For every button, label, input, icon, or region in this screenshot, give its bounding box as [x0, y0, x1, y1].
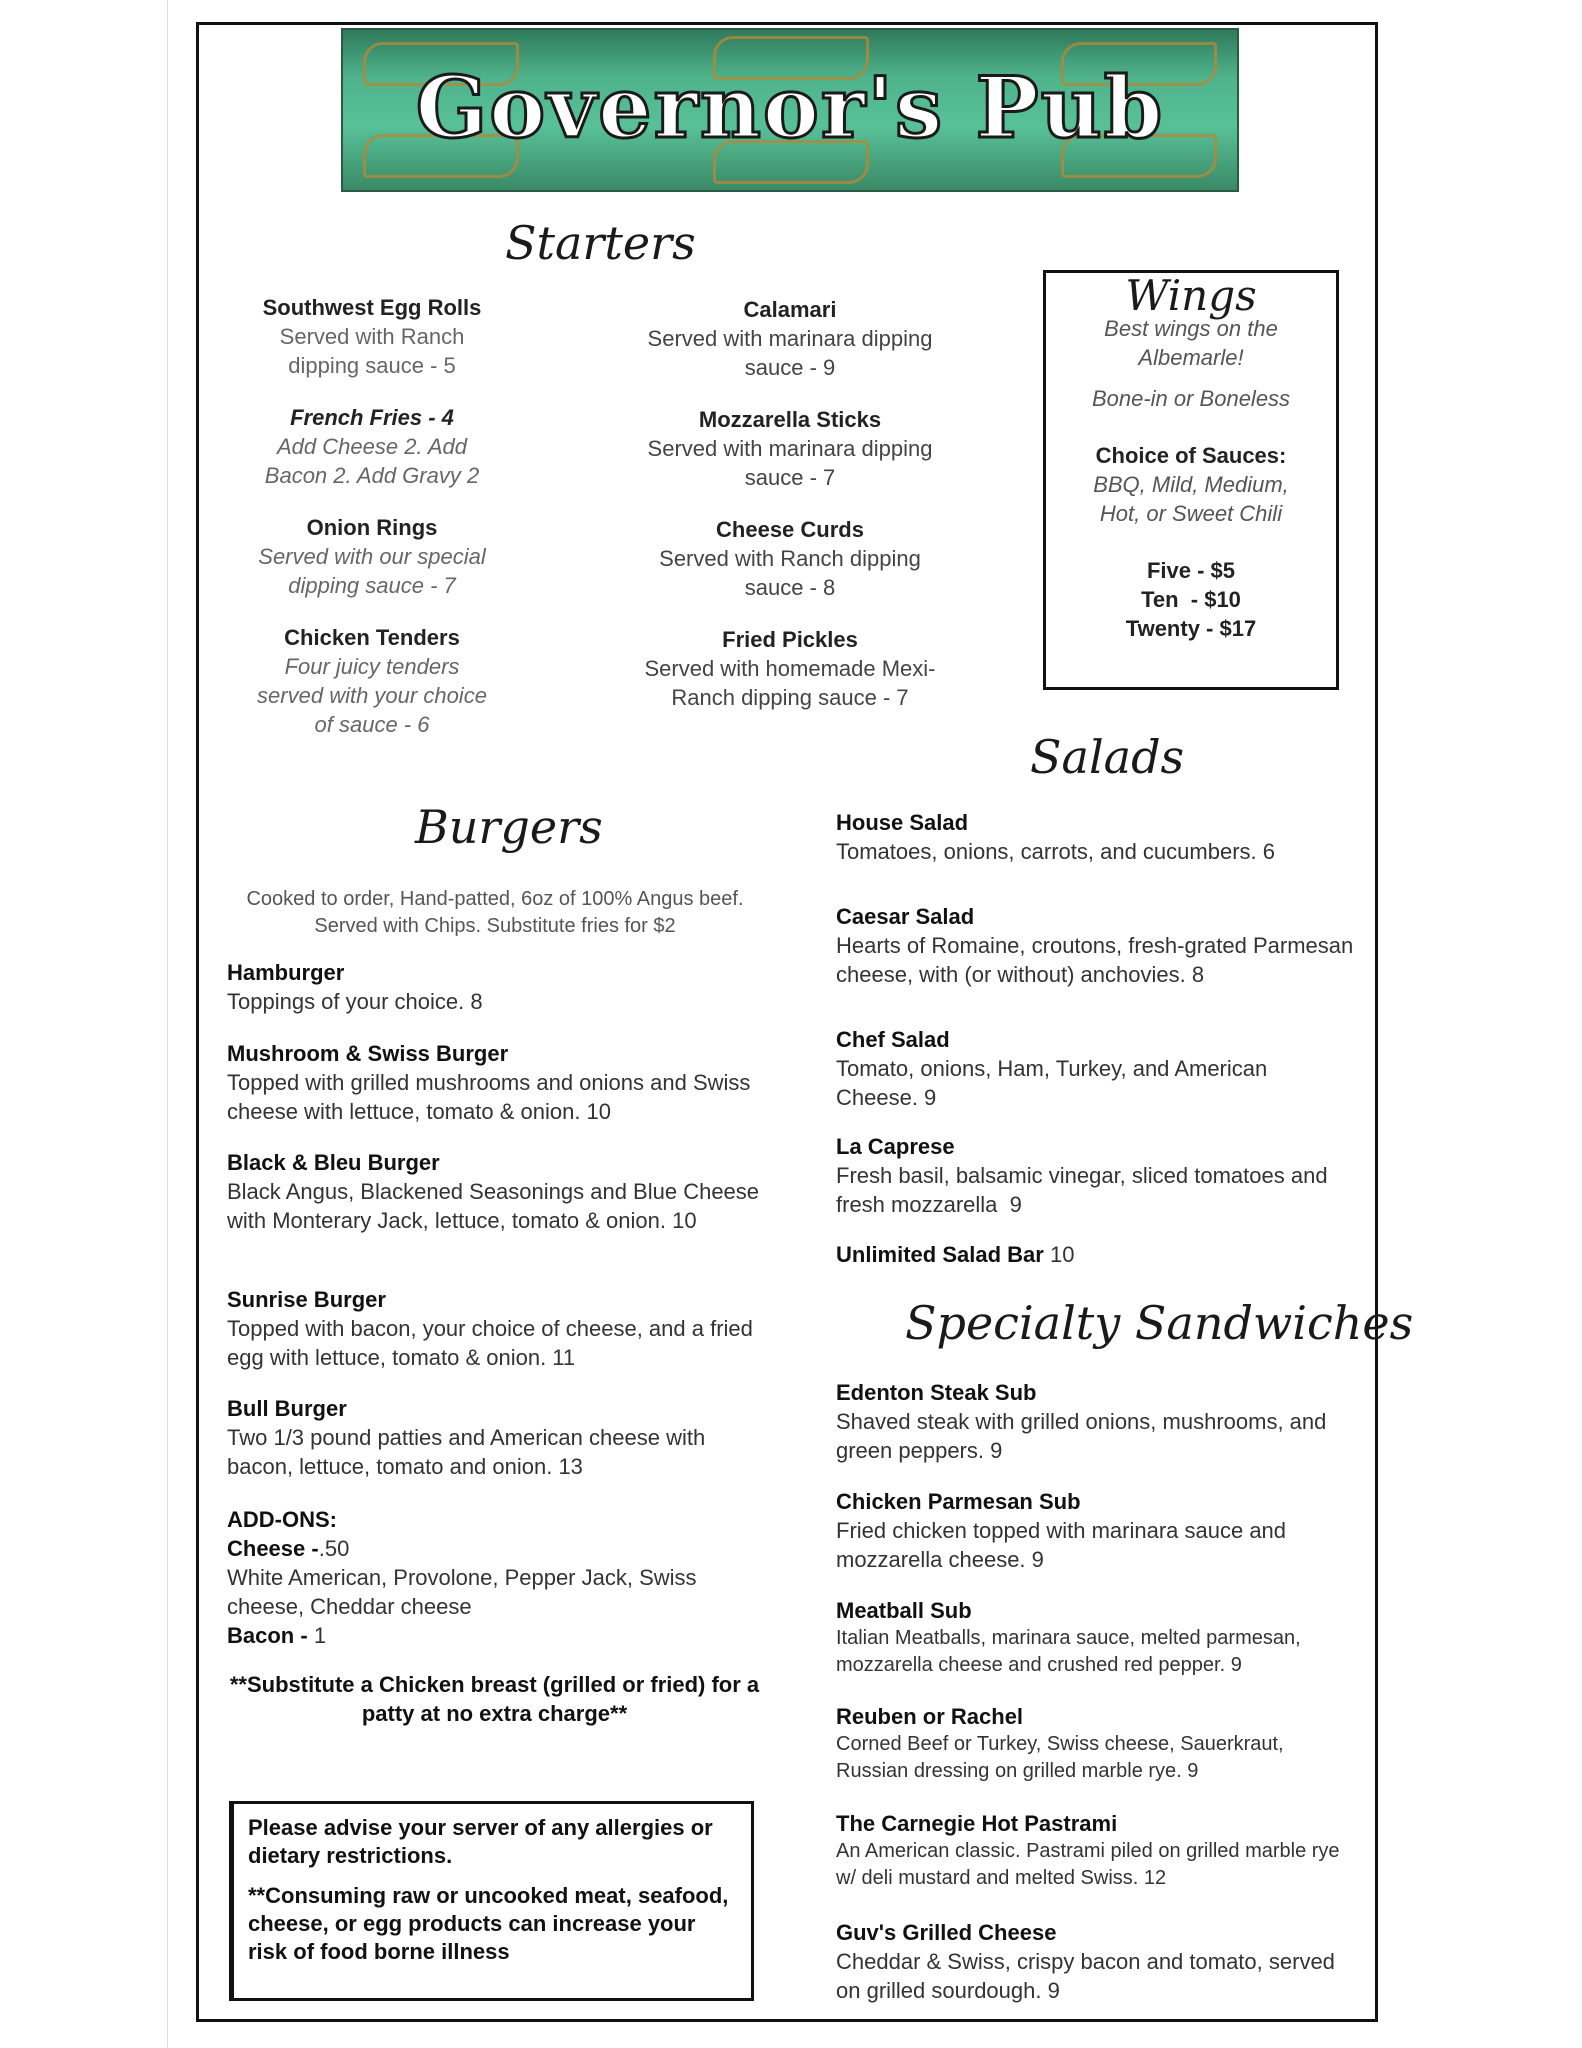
starter-item	[207, 623, 537, 739]
starter-item	[620, 405, 960, 492]
item-desc: Black Angus, Blackened Seasonings and Blue Cheese with Monterary Jack, lettuce, tomato & onion. 10	[227, 1179, 760, 1233]
burgers-note: Cooked to order, Hand-patted, 6oz of 100% Angus beef. Served with Chips. Substitute fries for $2	[246, 888, 744, 937]
item-desc: Served with our special dipping sauce - 7	[258, 544, 486, 598]
addon-cheese-price: .50	[318, 1536, 350, 1561]
wings-sauces-label: Choice of Sauces:	[1095, 443, 1287, 468]
item-name: Reuben or Rachel	[836, 1704, 1024, 1729]
item-name: The Carnegie Hot Pastrami	[836, 1811, 1118, 1836]
wings-price: Twenty - $17	[1125, 616, 1257, 641]
item-name: Onion Rings	[306, 515, 438, 540]
item-name: Sunrise Burger	[227, 1287, 386, 1312]
sandwich-item	[836, 1596, 1366, 1679]
starter-item	[620, 515, 960, 602]
item-desc: Served with marinara dipping sauce - 9	[647, 326, 933, 380]
item-desc: Italian Meatballs, marinara sauce, melted parmesan, mozzarella cheese and crushed red pepper. 9	[836, 1627, 1301, 1676]
starter-item	[207, 403, 537, 490]
wings-box	[1043, 270, 1339, 690]
item-name: French Fries - 4	[290, 405, 454, 430]
item-name: Meatball Sub	[836, 1598, 972, 1623]
item-desc: Served with marinara dipping sauce - 7	[647, 436, 933, 490]
item-name: Guv's Grilled Cheese	[836, 1920, 1057, 1945]
wings-price: Five - $5	[1146, 558, 1236, 583]
salad-item	[836, 1025, 1336, 1112]
item-name: La Caprese	[836, 1134, 955, 1159]
item-name: Calamari	[743, 297, 837, 322]
starter-item	[615, 625, 965, 712]
item-desc: Served with homemade Mexi-Ranch dipping sauce - 7	[644, 656, 936, 710]
item-desc: Served with Ranch dipping sauce - 8	[659, 546, 921, 600]
wings-sauces: BBQ, Mild, Medium, Hot, or Sweet Chili	[1093, 472, 1289, 526]
allergy-notice	[229, 1801, 754, 2001]
item-desc: Tomato, onions, Ham, Turkey, and American Cheese. 9	[836, 1056, 1268, 1110]
item-name: Black & Bleu Burger	[227, 1150, 440, 1175]
item-desc: Two 1/3 pound patties and American cheese with bacon, lettuce, tomato and onion. 13	[227, 1425, 706, 1479]
addon-cheese-label: Cheese -	[227, 1536, 319, 1561]
addons-title: ADD-ONS:	[227, 1507, 337, 1532]
burger-item	[227, 1148, 767, 1235]
item-name: Chef Salad	[836, 1027, 950, 1052]
item-desc: Toppings of your choice. 8	[227, 989, 483, 1014]
sandwich-item	[836, 1918, 1346, 2005]
addon-bacon-label: Bacon -	[227, 1623, 308, 1648]
starter-item	[620, 295, 960, 382]
item-desc: Shaved steak with grilled onions, mushrooms, and green peppers. 9	[836, 1409, 1327, 1463]
wings-price: Ten - $10	[1141, 587, 1241, 612]
pub-banner	[341, 28, 1239, 192]
item-desc: An American classic. Pastrami piled on grilled marble rye w/ deli mustard and melted Swiss. 12	[836, 1840, 1340, 1889]
item-desc: Topped with grilled mushrooms and onions and Swiss cheese with lettuce, tomato & onion. 10	[227, 1070, 751, 1124]
wings-tagline: Best wings on the Albemarle!	[1104, 316, 1278, 370]
starters-title: Starters	[505, 216, 696, 270]
item-desc: Fresh basil, balsamic vinegar, sliced tomatoes and fresh mozzarella 9	[836, 1163, 1334, 1217]
substitute-note: **Substitute a Chicken breast (grilled or fried) for a patty at no extra charge**	[229, 1672, 760, 1726]
item-desc: Cheddar & Swiss, crispy bacon and tomato, served on grilled sourdough. 9	[836, 1949, 1335, 2003]
item-desc: Add Cheese 2. Add Bacon 2. Add Gravy 2	[264, 434, 480, 488]
burger-item	[227, 958, 767, 1016]
sandwich-item	[836, 1702, 1356, 1785]
starter-item	[207, 513, 537, 600]
salad-item	[836, 808, 1356, 866]
item-desc: Tomatoes, onions, carrots, and cucumbers. 6	[836, 839, 1275, 864]
wings-title: Wings	[1125, 271, 1257, 320]
item-name: Unlimited Salad Bar	[836, 1242, 1044, 1267]
sandwich-item	[836, 1809, 1346, 1892]
item-desc: Topped with bacon, your choice of cheese, and a fried egg with lettuce, tomato & onion. 11	[227, 1316, 753, 1370]
item-name: Mozzarella Sticks	[698, 407, 882, 432]
item-name: Edenton Steak Sub	[836, 1380, 1037, 1405]
item-desc: Fried chicken topped with marinara sauce and mozzarella cheese. 9	[836, 1518, 1287, 1572]
salads-title: Salads	[1030, 730, 1185, 784]
item-desc: Corned Beef or Turkey, Swiss cheese, Sauerkraut, Russian dressing on grilled marble rye. 9	[836, 1733, 1284, 1782]
item-name: Hamburger	[227, 960, 345, 985]
raw-food-warning: **Consuming raw or uncooked meat, seafood, cheese, or egg products can increase your risk of food borne illness	[248, 1883, 729, 1964]
salad-bar	[836, 1240, 1336, 1269]
item-desc: Hearts of Romaine, croutons, fresh-grated Parmesan cheese, with (or without) anchovies. 8	[836, 933, 1354, 987]
item-name: Fried Pickles	[722, 627, 858, 652]
salad-item	[836, 1132, 1346, 1219]
item-name: Caesar Salad	[836, 904, 975, 929]
burger-item	[227, 1039, 767, 1126]
page-edge-line	[167, 0, 168, 2048]
addons	[227, 1505, 767, 1650]
item-desc: Four juicy tenders served with your choice of sauce - 6	[257, 654, 487, 737]
allergy-text: Please advise your server of any allergies or dietary restrictions.	[248, 1815, 713, 1868]
item-name: Mushroom & Swiss Burger	[227, 1041, 509, 1066]
item-name: Chicken Parmesan Sub	[836, 1489, 1081, 1514]
item-name: Cheese Curds	[716, 517, 864, 542]
wings-style: Bone-in or Boneless	[1091, 386, 1291, 411]
addon-cheese-options: White American, Provolone, Pepper Jack, Swiss cheese, Cheddar cheese	[227, 1565, 697, 1619]
item-name: Southwest Egg Rolls	[262, 295, 482, 320]
item-name: Chicken Tenders	[284, 625, 460, 650]
item-name: Bull Burger	[227, 1396, 347, 1421]
burger-item	[227, 1285, 772, 1372]
pub-name: Governor's Pub	[415, 58, 1165, 157]
burger-item	[227, 1394, 767, 1481]
burgers-title: Burgers	[415, 800, 603, 854]
item-desc: Served with Ranch dipping sauce - 5	[279, 324, 465, 378]
sandwich-item	[836, 1487, 1356, 1574]
salad-item	[836, 902, 1366, 989]
addon-bacon-price: 1	[313, 1623, 327, 1648]
starter-item	[207, 293, 537, 380]
item-name: House Salad	[836, 810, 969, 835]
sandwiches-title: Specialty Sandwiches	[905, 1296, 1414, 1350]
item-price: 10	[1049, 1242, 1075, 1267]
sandwich-item	[836, 1378, 1336, 1465]
